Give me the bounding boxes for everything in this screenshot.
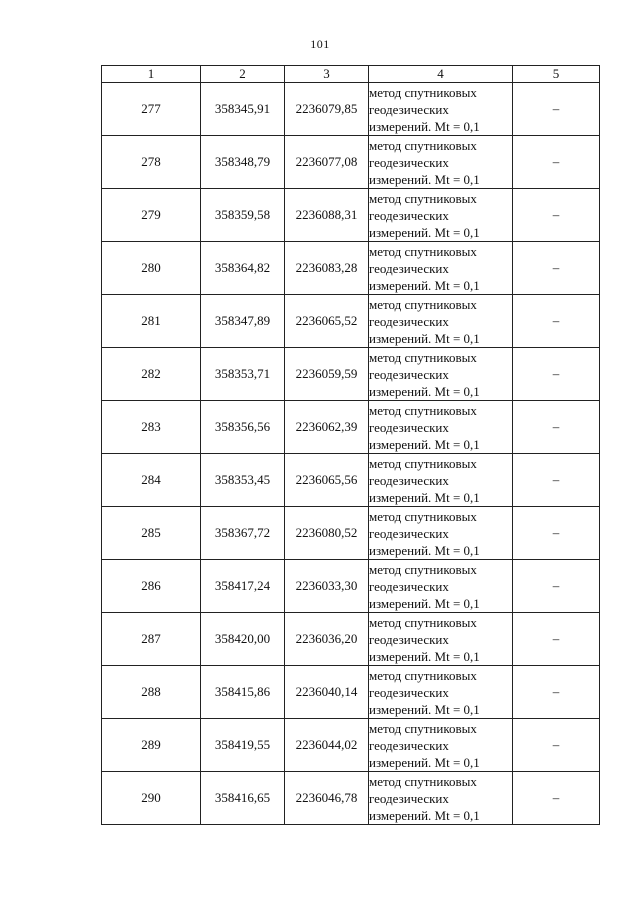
method-line: метод спутниковых bbox=[369, 402, 477, 418]
method-cell bbox=[369, 772, 513, 825]
method-line: измерений. Mt = 0,1 bbox=[369, 807, 480, 823]
table-row bbox=[102, 348, 600, 401]
note-cell: – bbox=[513, 189, 600, 242]
method-cell bbox=[369, 348, 513, 401]
method-line: измерений. Mt = 0,1 bbox=[369, 754, 480, 770]
method-line: геодезических bbox=[369, 207, 449, 223]
method-line: геодезических bbox=[369, 472, 449, 488]
method-line: измерений. Mt = 0,1 bbox=[369, 595, 480, 611]
note-cell: – bbox=[513, 719, 600, 772]
method-line: метод спутниковых bbox=[369, 508, 477, 524]
method-line: измерений. Mt = 0,1 bbox=[369, 436, 480, 452]
note-cell: – bbox=[513, 348, 600, 401]
point-number-cell: 277 bbox=[102, 83, 201, 136]
note-cell: – bbox=[513, 560, 600, 613]
note-cell: – bbox=[513, 613, 600, 666]
method-cell bbox=[369, 189, 513, 242]
table-row bbox=[102, 83, 600, 136]
method-cell bbox=[369, 507, 513, 560]
y-coordinate-cell: 2236080,52 bbox=[285, 507, 369, 560]
column-header-1: 1 bbox=[102, 66, 201, 83]
method-line: измерений. Mt = 0,1 bbox=[369, 277, 480, 293]
method-cell bbox=[369, 401, 513, 454]
method-line: геодезических bbox=[369, 525, 449, 541]
method-line: геодезических bbox=[369, 260, 449, 276]
point-number-cell: 279 bbox=[102, 189, 201, 242]
method-line: геодезических bbox=[369, 578, 449, 594]
method-line: геодезических bbox=[369, 154, 449, 170]
x-coordinate-cell: 358356,56 bbox=[201, 401, 285, 454]
x-coordinate-cell: 358364,82 bbox=[201, 242, 285, 295]
method-cell bbox=[369, 242, 513, 295]
column-header-2: 2 bbox=[201, 66, 285, 83]
table-row bbox=[102, 295, 600, 348]
method-line: метод спутниковых bbox=[369, 667, 477, 683]
y-coordinate-cell: 2236036,20 bbox=[285, 613, 369, 666]
y-coordinate-cell: 2236033,30 bbox=[285, 560, 369, 613]
point-number-cell: 284 bbox=[102, 454, 201, 507]
table-row bbox=[102, 242, 600, 295]
x-coordinate-cell: 358359,58 bbox=[201, 189, 285, 242]
method-line: метод спутниковых bbox=[369, 190, 477, 206]
y-coordinate-cell: 2236046,78 bbox=[285, 772, 369, 825]
note-cell: – bbox=[513, 454, 600, 507]
y-coordinate-cell: 2236065,56 bbox=[285, 454, 369, 507]
method-line: метод спутниковых bbox=[369, 349, 477, 365]
method-cell bbox=[369, 719, 513, 772]
coordinates-table bbox=[101, 65, 600, 825]
note-cell: – bbox=[513, 401, 600, 454]
method-cell bbox=[369, 560, 513, 613]
method-cell bbox=[369, 136, 513, 189]
x-coordinate-cell: 358416,65 bbox=[201, 772, 285, 825]
point-number-cell: 288 bbox=[102, 666, 201, 719]
point-number-cell: 289 bbox=[102, 719, 201, 772]
y-coordinate-cell: 2236065,52 bbox=[285, 295, 369, 348]
method-cell bbox=[369, 83, 513, 136]
column-header-5: 5 bbox=[513, 66, 600, 83]
point-number-cell: 278 bbox=[102, 136, 201, 189]
method-line: метод спутниковых bbox=[369, 614, 477, 630]
x-coordinate-cell: 358347,89 bbox=[201, 295, 285, 348]
method-line: измерений. Mt = 0,1 bbox=[369, 171, 480, 187]
method-line: геодезических bbox=[369, 631, 449, 647]
y-coordinate-cell: 2236059,59 bbox=[285, 348, 369, 401]
note-cell: – bbox=[513, 507, 600, 560]
point-number-cell: 283 bbox=[102, 401, 201, 454]
method-line: метод спутниковых bbox=[369, 773, 477, 789]
x-coordinate-cell: 358348,79 bbox=[201, 136, 285, 189]
method-line: измерений. Mt = 0,1 bbox=[369, 383, 480, 399]
method-line: геодезических bbox=[369, 790, 449, 806]
x-coordinate-cell: 358415,86 bbox=[201, 666, 285, 719]
table-row bbox=[102, 454, 600, 507]
method-line: геодезических bbox=[369, 366, 449, 382]
y-coordinate-cell: 2236077,08 bbox=[285, 136, 369, 189]
table-row bbox=[102, 719, 600, 772]
point-number-cell: 287 bbox=[102, 613, 201, 666]
y-coordinate-cell: 2236062,39 bbox=[285, 401, 369, 454]
method-line: измерений. Mt = 0,1 bbox=[369, 224, 480, 240]
method-cell bbox=[369, 666, 513, 719]
note-cell: – bbox=[513, 295, 600, 348]
point-number-cell: 285 bbox=[102, 507, 201, 560]
method-line: измерений. Mt = 0,1 bbox=[369, 648, 480, 664]
table-row bbox=[102, 401, 600, 454]
note-cell: – bbox=[513, 772, 600, 825]
x-coordinate-cell: 358417,24 bbox=[201, 560, 285, 613]
table-row bbox=[102, 507, 600, 560]
point-number-cell: 281 bbox=[102, 295, 201, 348]
table-row bbox=[102, 613, 600, 666]
method-line: измерений. Mt = 0,1 bbox=[369, 118, 480, 134]
note-cell: – bbox=[513, 83, 600, 136]
column-header-3: 3 bbox=[285, 66, 369, 83]
point-number-cell: 282 bbox=[102, 348, 201, 401]
method-line: метод спутниковых bbox=[369, 561, 477, 577]
note-cell: – bbox=[513, 136, 600, 189]
method-line: измерений. Mt = 0,1 bbox=[369, 330, 480, 346]
point-number-cell: 290 bbox=[102, 772, 201, 825]
x-coordinate-cell: 358419,55 bbox=[201, 719, 285, 772]
table-header-row bbox=[102, 66, 600, 83]
method-line: геодезических bbox=[369, 419, 449, 435]
y-coordinate-cell: 2236088,31 bbox=[285, 189, 369, 242]
method-line: метод спутниковых bbox=[369, 137, 477, 153]
method-cell bbox=[369, 613, 513, 666]
method-line: измерений. Mt = 0,1 bbox=[369, 542, 480, 558]
note-cell: – bbox=[513, 666, 600, 719]
point-number-cell: 286 bbox=[102, 560, 201, 613]
note-cell: – bbox=[513, 242, 600, 295]
y-coordinate-cell: 2236083,28 bbox=[285, 242, 369, 295]
x-coordinate-cell: 358420,00 bbox=[201, 613, 285, 666]
x-coordinate-cell: 358353,71 bbox=[201, 348, 285, 401]
point-number-cell: 280 bbox=[102, 242, 201, 295]
table-body bbox=[102, 83, 600, 825]
table-row bbox=[102, 189, 600, 242]
column-header-4: 4 bbox=[369, 66, 513, 83]
table-row bbox=[102, 772, 600, 825]
x-coordinate-cell: 358345,91 bbox=[201, 83, 285, 136]
x-coordinate-cell: 358353,45 bbox=[201, 454, 285, 507]
y-coordinate-cell: 2236044,02 bbox=[285, 719, 369, 772]
x-coordinate-cell: 358367,72 bbox=[201, 507, 285, 560]
method-line: геодезических bbox=[369, 313, 449, 329]
method-line: метод спутниковых bbox=[369, 455, 477, 471]
method-line: геодезических bbox=[369, 101, 449, 117]
method-line: метод спутниковых bbox=[369, 296, 477, 312]
method-line: геодезических bbox=[369, 737, 449, 753]
method-line: геодезических bbox=[369, 684, 449, 700]
page-number: 101 bbox=[310, 37, 330, 51]
method-cell bbox=[369, 454, 513, 507]
method-line: метод спутниковых bbox=[369, 720, 477, 736]
method-line: метод спутниковых bbox=[369, 243, 477, 259]
method-line: измерений. Mt = 0,1 bbox=[369, 701, 480, 717]
y-coordinate-cell: 2236079,85 bbox=[285, 83, 369, 136]
table-row bbox=[102, 136, 600, 189]
y-coordinate-cell: 2236040,14 bbox=[285, 666, 369, 719]
method-line: метод спутниковых bbox=[369, 84, 477, 100]
table-row bbox=[102, 560, 600, 613]
table-row bbox=[102, 666, 600, 719]
method-line: измерений. Mt = 0,1 bbox=[369, 489, 480, 505]
method-cell bbox=[369, 295, 513, 348]
